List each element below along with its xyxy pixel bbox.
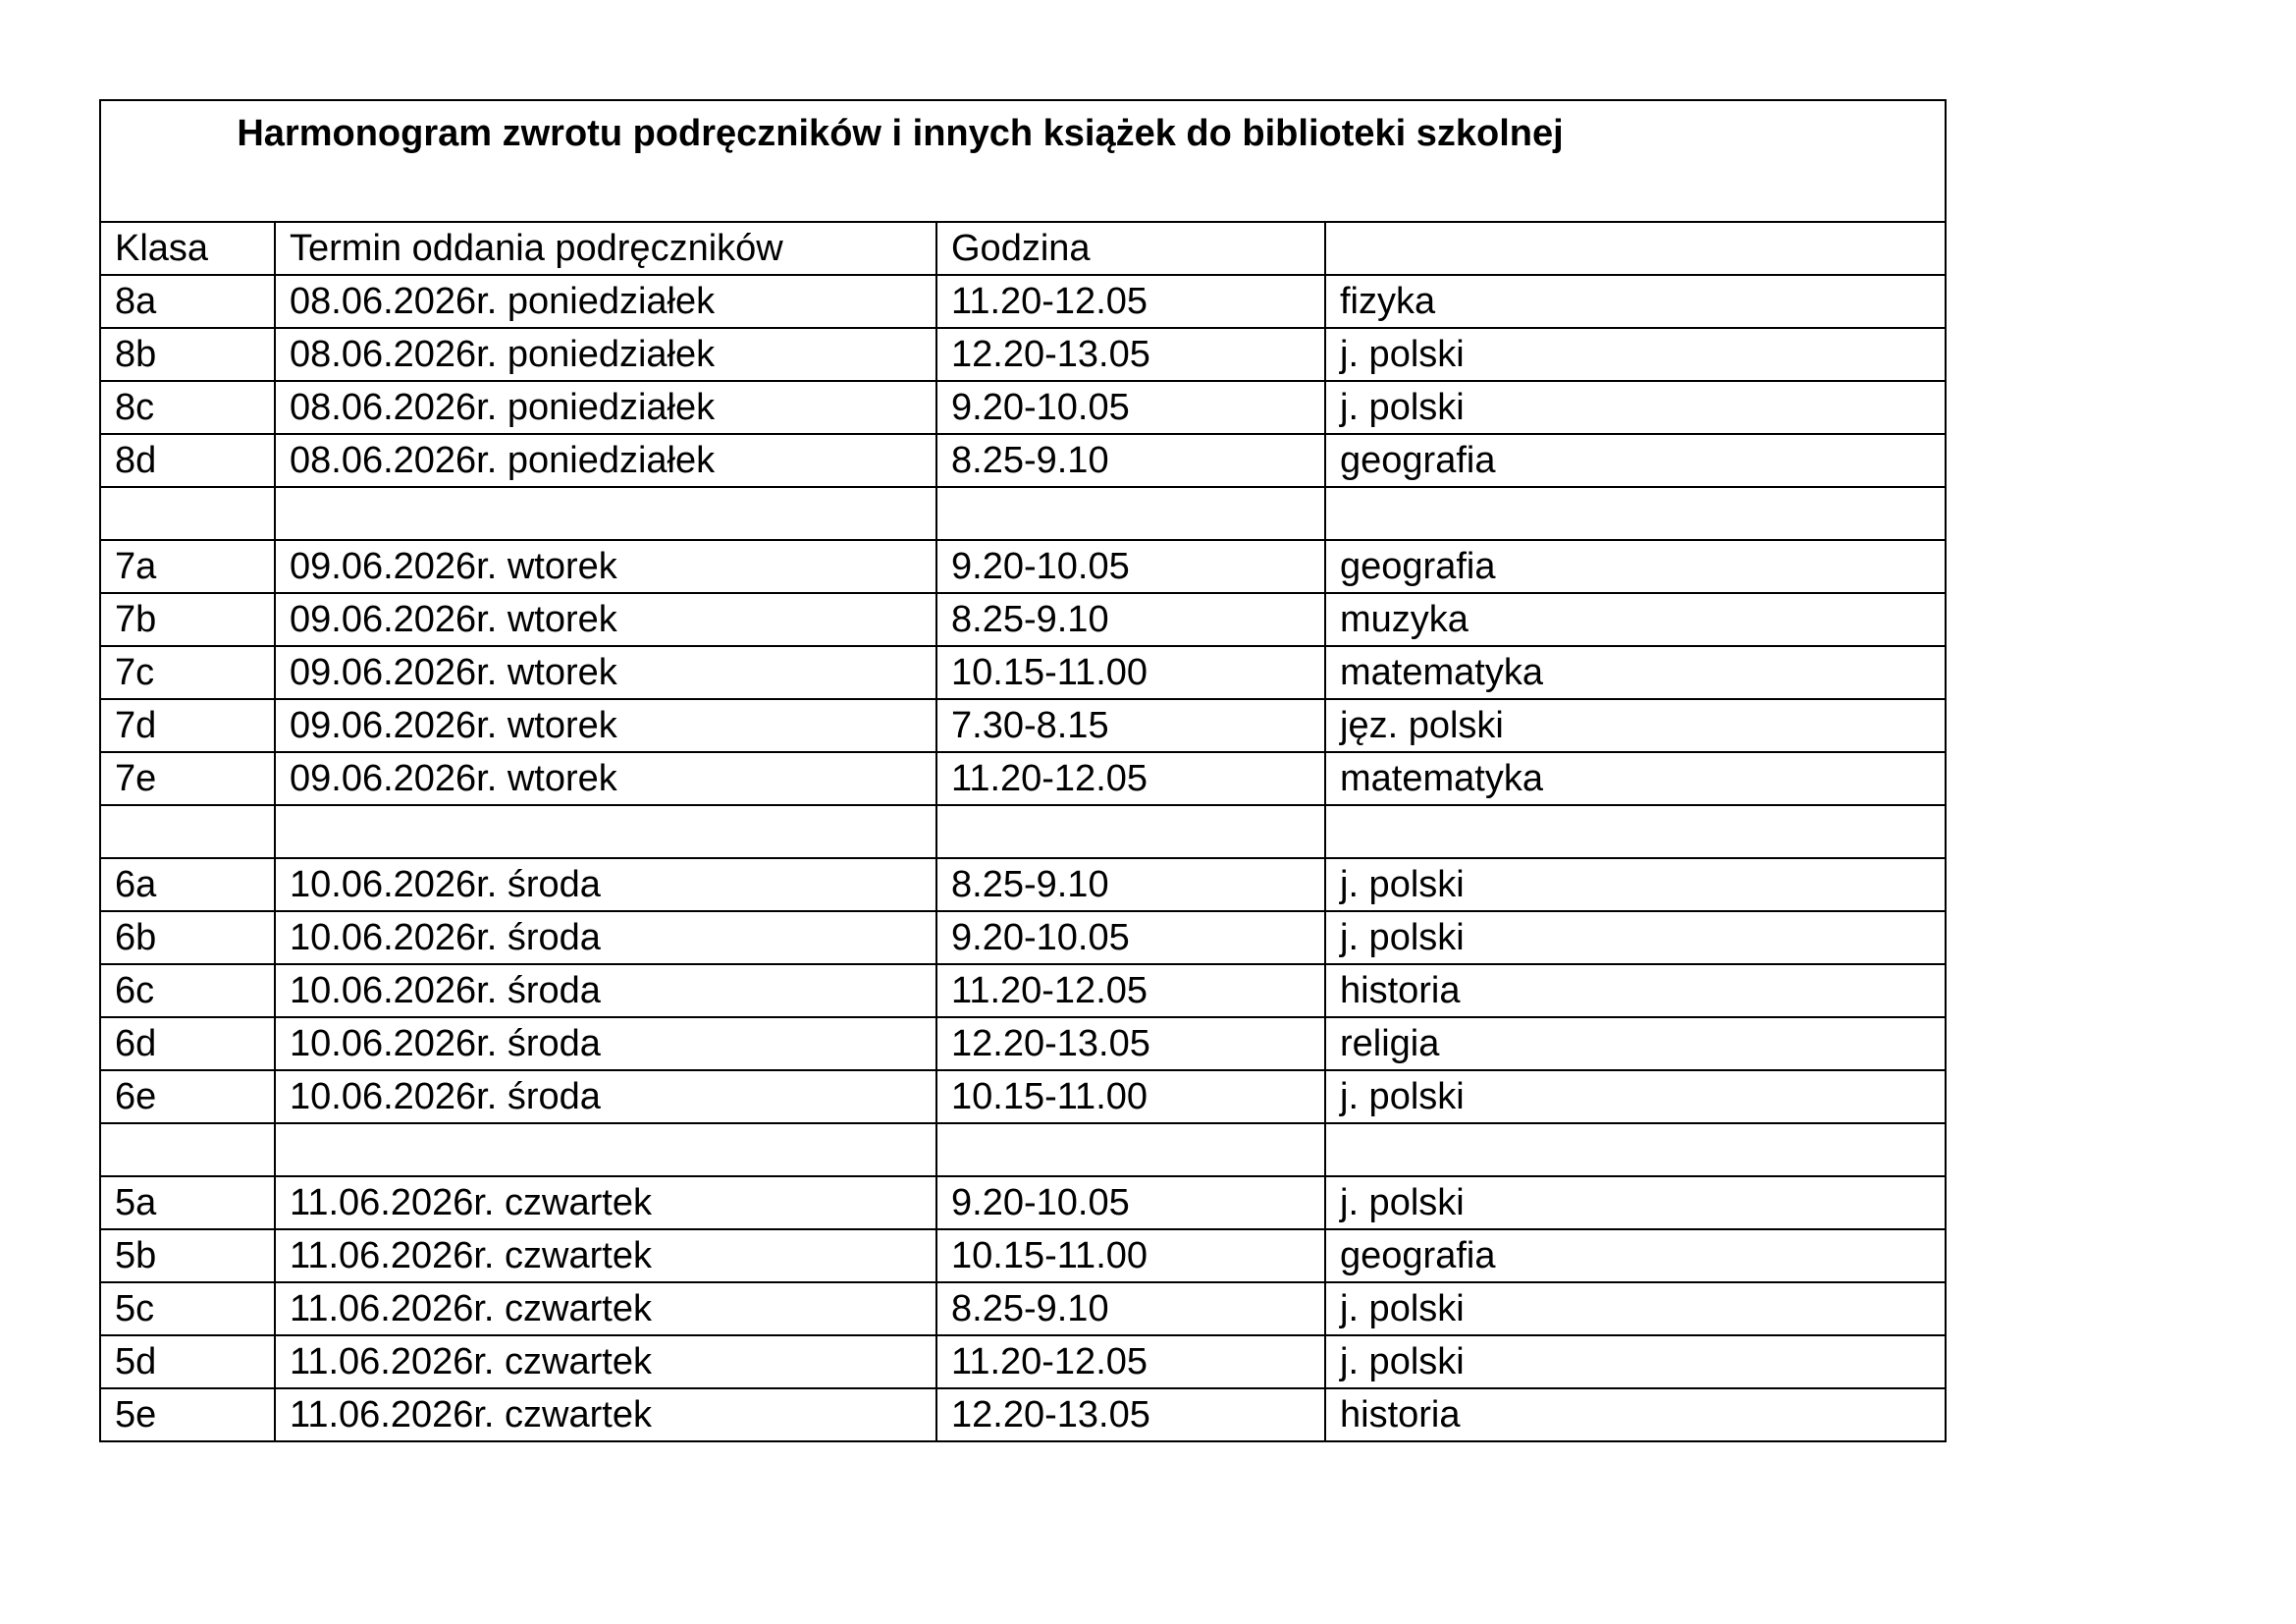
date-cell: 09.06.2026r. wtorek bbox=[275, 646, 936, 699]
class-cell: 5a bbox=[100, 1176, 275, 1229]
header-row bbox=[100, 222, 1946, 275]
time-cell: 12.20-13.05 bbox=[936, 1017, 1325, 1070]
subject-cell: jęz. polski bbox=[1325, 699, 1946, 752]
subject-cell: j. polski bbox=[1325, 911, 1946, 964]
separator-row bbox=[100, 805, 1946, 858]
subject-cell: j. polski bbox=[1325, 1282, 1946, 1335]
date-cell: 11.06.2026r. czwartek bbox=[275, 1282, 936, 1335]
table-row bbox=[100, 911, 1946, 964]
table-row bbox=[100, 1070, 1946, 1123]
subject-cell: j. polski bbox=[1325, 1335, 1946, 1388]
time-cell: 11.20-12.05 bbox=[936, 752, 1325, 805]
class-cell: 8b bbox=[100, 328, 275, 381]
date-cell bbox=[275, 487, 936, 540]
subject-cell: matematyka bbox=[1325, 752, 1946, 805]
class-cell: 5e bbox=[100, 1388, 275, 1441]
separator-row bbox=[100, 1123, 1946, 1176]
class-cell: 6e bbox=[100, 1070, 275, 1123]
class-cell bbox=[100, 805, 275, 858]
time-cell bbox=[936, 1123, 1325, 1176]
subject-cell: j. polski bbox=[1325, 1070, 1946, 1123]
table-row bbox=[100, 593, 1946, 646]
table-row bbox=[100, 1388, 1946, 1441]
date-cell: 08.06.2026r. poniedziałek bbox=[275, 434, 936, 487]
subject-cell: historia bbox=[1325, 964, 1946, 1017]
subject-cell: j. polski bbox=[1325, 381, 1946, 434]
class-cell bbox=[100, 487, 275, 540]
subject-cell: historia bbox=[1325, 1388, 1946, 1441]
class-cell: 5d bbox=[100, 1335, 275, 1388]
table-row bbox=[100, 699, 1946, 752]
date-cell: 09.06.2026r. wtorek bbox=[275, 540, 936, 593]
class-cell: 6b bbox=[100, 911, 275, 964]
date-cell: 10.06.2026r. środa bbox=[275, 1017, 936, 1070]
class-cell: 7a bbox=[100, 540, 275, 593]
date-cell: 11.06.2026r. czwartek bbox=[275, 1335, 936, 1388]
class-cell: 6c bbox=[100, 964, 275, 1017]
schedule-table-body bbox=[100, 100, 1946, 1441]
schedule-table bbox=[99, 99, 1947, 1442]
subject-cell: geografia bbox=[1325, 434, 1946, 487]
date-cell: 10.06.2026r. środa bbox=[275, 1070, 936, 1123]
class-cell bbox=[100, 1123, 275, 1176]
table-row bbox=[100, 328, 1946, 381]
class-cell: 8d bbox=[100, 434, 275, 487]
subject-cell: geografia bbox=[1325, 1229, 1946, 1282]
class-cell: 7d bbox=[100, 699, 275, 752]
time-cell: 12.20-13.05 bbox=[936, 1388, 1325, 1441]
class-cell: 7e bbox=[100, 752, 275, 805]
time-cell: 8.25-9.10 bbox=[936, 1282, 1325, 1335]
time-cell: 12.20-13.05 bbox=[936, 328, 1325, 381]
table-row bbox=[100, 1017, 1946, 1070]
time-cell: 9.20-10.05 bbox=[936, 1176, 1325, 1229]
class-cell: 5c bbox=[100, 1282, 275, 1335]
date-cell bbox=[275, 805, 936, 858]
separator-row bbox=[100, 487, 1946, 540]
table-row bbox=[100, 1282, 1946, 1335]
time-cell: 11.20-12.05 bbox=[936, 275, 1325, 328]
time-cell: 10.15-11.00 bbox=[936, 1070, 1325, 1123]
subject-cell: muzyka bbox=[1325, 593, 1946, 646]
time-cell: 9.20-10.05 bbox=[936, 911, 1325, 964]
date-cell: 10.06.2026r. środa bbox=[275, 964, 936, 1017]
date-cell: 11.06.2026r. czwartek bbox=[275, 1388, 936, 1441]
header-przedmiot bbox=[1325, 222, 1946, 275]
subject-cell bbox=[1325, 1123, 1946, 1176]
table-row bbox=[100, 275, 1946, 328]
date-cell bbox=[275, 1123, 936, 1176]
class-cell: 8a bbox=[100, 275, 275, 328]
table-row bbox=[100, 752, 1946, 805]
date-cell: 09.06.2026r. wtorek bbox=[275, 593, 936, 646]
title-cell bbox=[100, 100, 1946, 222]
class-cell: 6a bbox=[100, 858, 275, 911]
subject-cell: matematyka bbox=[1325, 646, 1946, 699]
time-cell: 9.20-10.05 bbox=[936, 381, 1325, 434]
time-cell: 11.20-12.05 bbox=[936, 964, 1325, 1017]
time-cell: 8.25-9.10 bbox=[936, 434, 1325, 487]
date-cell: 08.06.2026r. poniedziałek bbox=[275, 381, 936, 434]
table-row bbox=[100, 434, 1946, 487]
subject-cell: j. polski bbox=[1325, 328, 1946, 381]
date-cell: 10.06.2026r. środa bbox=[275, 911, 936, 964]
subject-cell bbox=[1325, 805, 1946, 858]
table-row bbox=[100, 381, 1946, 434]
time-cell: 9.20-10.05 bbox=[936, 540, 1325, 593]
date-cell: 10.06.2026r. środa bbox=[275, 858, 936, 911]
time-cell: 8.25-9.10 bbox=[936, 858, 1325, 911]
subject-cell: j. polski bbox=[1325, 1176, 1946, 1229]
date-cell: 11.06.2026r. czwartek bbox=[275, 1176, 936, 1229]
class-cell: 8c bbox=[100, 381, 275, 434]
class-cell: 7c bbox=[100, 646, 275, 699]
class-cell: 5b bbox=[100, 1229, 275, 1282]
time-cell: 8.25-9.10 bbox=[936, 593, 1325, 646]
subject-cell: j. polski bbox=[1325, 858, 1946, 911]
table-row bbox=[100, 1176, 1946, 1229]
time-cell: 11.20-12.05 bbox=[936, 1335, 1325, 1388]
time-cell: 10.15-11.00 bbox=[936, 646, 1325, 699]
table-row bbox=[100, 1335, 1946, 1388]
table-row bbox=[100, 964, 1946, 1017]
title-row bbox=[100, 100, 1946, 222]
time-cell: 10.15-11.00 bbox=[936, 1229, 1325, 1282]
date-cell: 09.06.2026r. wtorek bbox=[275, 752, 936, 805]
date-cell: 08.06.2026r. poniedziałek bbox=[275, 275, 936, 328]
header-klasa: Klasa bbox=[100, 222, 275, 275]
class-cell: 6d bbox=[100, 1017, 275, 1070]
page-title: Harmonogram zwrotu podręczników i innych książek do biblioteki szkolnej bbox=[237, 113, 1564, 154]
date-cell: 08.06.2026r. poniedziałek bbox=[275, 328, 936, 381]
subject-cell bbox=[1325, 487, 1946, 540]
date-cell: 09.06.2026r. wtorek bbox=[275, 699, 936, 752]
subject-cell: religia bbox=[1325, 1017, 1946, 1070]
header-godzina: Godzina bbox=[936, 222, 1325, 275]
time-cell bbox=[936, 805, 1325, 858]
subject-cell: geografia bbox=[1325, 540, 1946, 593]
class-cell: 7b bbox=[100, 593, 275, 646]
time-cell: 7.30-8.15 bbox=[936, 699, 1325, 752]
table-row bbox=[100, 858, 1946, 911]
table-row bbox=[100, 646, 1946, 699]
table-row bbox=[100, 540, 1946, 593]
date-cell: 11.06.2026r. czwartek bbox=[275, 1229, 936, 1282]
subject-cell: fizyka bbox=[1325, 275, 1946, 328]
header-termin: Termin oddania podręczników bbox=[275, 222, 936, 275]
time-cell bbox=[936, 487, 1325, 540]
table-row bbox=[100, 1229, 1946, 1282]
